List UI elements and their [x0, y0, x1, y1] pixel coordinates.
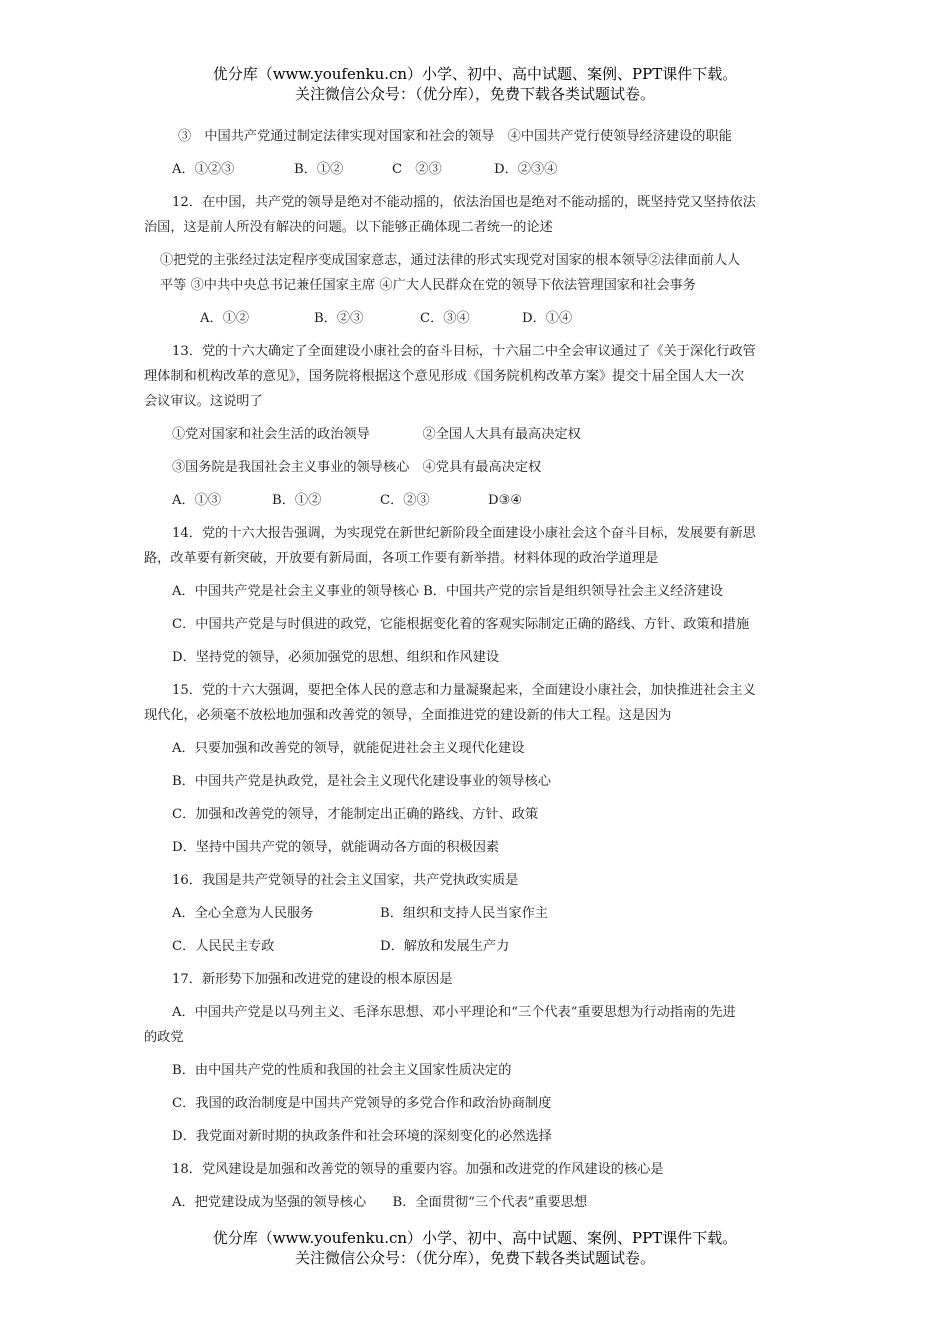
q12-stem-line-1: 12．在中国，共产党的领导是绝对不能动摇的，依法治国也是绝对不能动摇的，既坚持党又坚持依法 — [172, 195, 756, 210]
option: C．②③ — [380, 493, 430, 508]
q12-stem-line-2: 治国，这是前人所没有解决的问题。以下能够正确体现二者统一的论述 — [144, 220, 553, 235]
q18-options-ab: A．把党建设成为坚强的领导核心 B．全面贯彻“三个代表”重要思想 — [172, 1195, 588, 1210]
q12-options — [200, 310, 572, 328]
q14-option-ab: A．中国共产党是社会主义事业的领导核心 B．中国共产党的宗旨是组织领导社会主义经济建设 — [172, 584, 723, 599]
q15-stem-line-1: 15．党的十六大强调，要把全体人民的意志和力量凝聚起来，全面建设小康社会，加快推进社会主义 — [172, 683, 756, 698]
q17-option-a-line-1: A．中国共产党是以马列主义、毛泽东思想、邓小平理论和“三个代表”重要思想为行动指南的先进 — [172, 1005, 736, 1020]
q11-options — [172, 161, 557, 179]
header-line-1: 优分库（www.youfenku.cn）小学、初中、高中试题、案例、PPT课件下载。 — [212, 65, 738, 83]
q13-stem-line-3: 会议审议。这说明了 — [144, 394, 263, 409]
q15-option-b: B．中国共产党是执政党，是社会主义现代化建设事业的领导核心 — [172, 774, 551, 789]
option: A．①③ — [172, 493, 222, 508]
q16-stem: 16．我国是共产党领导的社会主义国家，共产党执政实质是 — [172, 873, 519, 888]
q17-option-d: D．我党面对新时期的执政条件和社会环境的深刻变化的必然选择 — [172, 1129, 552, 1144]
q13-statement-line-1: ①党对国家和社会生活的政治领导 ②全国人大具有最高决定权 — [172, 427, 581, 442]
q13-stem-line-2: 理体制和机构改革的意见》，国务院将根据这个意见形成《国务院机构改革方案》提交十届全国人大一次 — [144, 369, 745, 384]
q16-options-cd — [172, 938, 509, 956]
q13-statement-line-2: ③国务院是我国社会主义事业的领导核心 ④党具有最高决定权 — [172, 460, 542, 475]
option: D．解放和发展生产力 — [380, 939, 510, 954]
option: A．①② — [200, 311, 250, 326]
page-footer — [0, 1228, 950, 1268]
header-line-2: 关注微信公众号：（优分库），免费下载各类试题试卷。 — [294, 85, 655, 103]
option: B．②③ — [314, 311, 364, 326]
footer-line-2: 关注微信公众号：（优分库），免费下载各类试题试卷。 — [294, 1249, 655, 1267]
q17-option-b: B．由中国共产党的性质和我国的社会主义国家性质决定的 — [172, 1063, 512, 1078]
q13-options — [172, 492, 522, 510]
option: B．①② — [294, 162, 344, 177]
q14-option-c: C．中国共产党是与时俱进的政党，它能根据变化着的客观实际制定正确的路线、方针、政策和措施 — [172, 617, 750, 632]
q12-statement-line-1: ①把党的主张经过法定程序变成国家意志，通过法律的形式实现党对国家的根本领导②法律面前人人 — [160, 253, 741, 268]
q15-option-c: C．加强和改善党的领导，才能制定出正确的路线、方针、政策 — [172, 807, 539, 822]
q11-continuation: ③ 中国共产党通过制定法律实现对国家和社会的领导 ④中国共产党行使领导经济建设的职能 — [178, 129, 732, 144]
q14-option-d: D．坚持党的领导，必须加强党的思想、组织和作风建设 — [172, 650, 500, 665]
q14-stem-line-1: 14．党的十六大报告强调，为实现党在新世纪新阶段全面建设小康社会这个奋斗目标，发展要有新思 — [172, 526, 756, 541]
q12-statement-line-2: 平等 ③中共中央总书记兼任国家主席 ④广大人民群众在党的领导下依法管理国家和社会事务 — [160, 278, 696, 293]
option: D．②③④ — [494, 162, 558, 177]
q13-stem-line-1: 13．党的十六大确定了全面建设小康社会的奋斗目标，十六届二中全会审议通过了《关于深化行政管 — [172, 344, 756, 359]
q14-stem-line-2: 路，改革要有新突破，开放要有新局面，各项工作要有新举措。材料体现的政治学道理是 — [144, 551, 659, 566]
option: B．①② — [272, 493, 322, 508]
option: C．人民民主专政 — [172, 939, 275, 954]
q16-options-ab — [172, 905, 548, 923]
q17-stem: 17．新形势下加强和改进党的建设的根本原因是 — [172, 972, 453, 987]
option: B．组织和支持人民当家作主 — [380, 906, 548, 921]
option: A．①②③ — [172, 162, 235, 177]
q18-stem: 18．党风建设是加强和改善党的领导的重要内容。加强和改进党的作风建设的核心是 — [172, 1162, 664, 1177]
option: D．①④ — [522, 311, 573, 326]
q15-stem-line-2: 现代化，必须毫不放松地加强和改善党的领导，全面推进党的建设新的伟大工程。这是因为 — [144, 708, 672, 723]
option: C ②③ — [392, 162, 442, 177]
option: A．全心全意为人民服务 — [172, 906, 314, 921]
q17-option-a-line-2: 的政党 — [144, 1030, 184, 1045]
q15-option-d: D．坚持中国共产党的领导，就能调动各方面的积极因素 — [172, 840, 500, 855]
q17-option-c: C．我国的政治制度是中国共产党领导的多党合作和政治协商制度 — [172, 1096, 552, 1111]
option: D③④ — [488, 493, 523, 508]
page-header — [0, 64, 950, 104]
q15-option-a: A．只要加强和改善党的领导，就能促进社会主义现代化建设 — [172, 741, 525, 756]
option: C．③④ — [420, 311, 470, 326]
footer-line-1: 优分库（www.youfenku.cn）小学、初中、高中试题、案例、PPT课件下载。 — [212, 1229, 738, 1247]
